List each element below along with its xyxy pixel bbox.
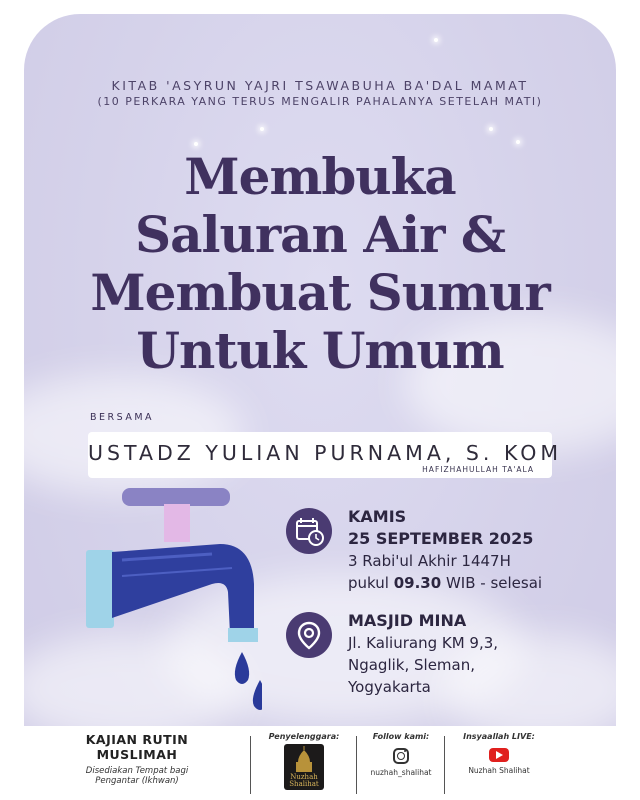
location-line: Ngaglik, Sleman, xyxy=(348,656,476,674)
kajian-title: KAJIAN RUTIN xyxy=(85,732,189,747)
kajian-note: Disediakan Tempat bagi xyxy=(85,766,189,776)
footer-divider xyxy=(356,736,357,794)
live-channel[interactable]: Nuzhah Shalihat xyxy=(468,766,530,775)
speaker-label: BERSAMA xyxy=(90,412,155,423)
time-value: 09.30 xyxy=(393,574,442,592)
schedule-info xyxy=(348,506,542,594)
schedule-day: KAMIS xyxy=(348,507,407,526)
schedule-hijri: 3 Rabi'ul Akhir 1447H xyxy=(348,552,511,570)
water-drop-icon xyxy=(253,680,262,710)
star-icon xyxy=(516,140,520,144)
time-prefix: pukul xyxy=(348,574,389,592)
kitab-subtitle: (10 PERKARA YANG TERUS MENGALIR PAHALANYA SETELAH MATI) xyxy=(97,95,543,108)
star-icon xyxy=(194,142,198,146)
tap-nozzle xyxy=(228,628,258,642)
instagram-icon[interactable] xyxy=(393,748,409,764)
calendar-clock-icon xyxy=(286,508,332,554)
water-drop-icon xyxy=(235,652,249,684)
kajian-title: MUSLIMAH xyxy=(96,747,178,762)
water-tap-illustration xyxy=(82,484,262,714)
tap-pipe-connector xyxy=(86,550,114,628)
follow-handle[interactable]: nuzhah_shalihat xyxy=(370,768,432,777)
title-line: Membuat Sumur xyxy=(90,263,550,322)
location-name: MASJID MINA xyxy=(348,611,467,630)
speaker-box xyxy=(88,432,563,478)
location-line: Jl. Kaliurang KM 9,3, xyxy=(348,634,499,652)
tap-body xyxy=(112,544,254,634)
time-suffix: WIB - selesai xyxy=(445,574,543,592)
live-block xyxy=(446,732,552,775)
speaker-honorific: HAFIZHAHULLAH TA'ALA xyxy=(422,465,534,474)
kitab-title: KITAB 'ASYRUN YAJRI TSAWABUHA BA'DAL MAMAT xyxy=(111,78,529,93)
location-line: Yogyakarta xyxy=(348,678,431,696)
organizer-logo-text: Nuzhah Shalihat xyxy=(289,773,319,788)
organizer-label: Penyelenggara: xyxy=(268,732,340,741)
speaker-name: USTADZ YULIAN PURNAMA, S. KOM xyxy=(88,441,563,465)
tap-handle xyxy=(122,488,230,506)
footer-bar xyxy=(24,726,616,800)
youtube-icon[interactable] xyxy=(489,748,509,762)
star-icon xyxy=(434,38,438,42)
follow-label: Follow kami: xyxy=(372,732,430,741)
title-line: Untuk Umum xyxy=(136,321,504,380)
organizer-block xyxy=(252,732,356,790)
event-title xyxy=(24,148,616,380)
star-icon xyxy=(489,127,493,131)
schedule-time xyxy=(348,572,542,594)
title-line: Saluran Air & xyxy=(134,205,506,264)
schedule-date: 25 SEPTEMBER 2025 xyxy=(348,529,534,548)
star-icon xyxy=(260,127,264,131)
location-info xyxy=(348,610,498,698)
footer-divider xyxy=(250,736,251,794)
organizer-logo xyxy=(284,744,324,790)
live-label: Insyaallah LIVE: xyxy=(463,732,535,741)
kajian-note: Pengantar (Ikhwan) xyxy=(95,776,179,786)
location-pin-icon xyxy=(286,612,332,658)
follow-block xyxy=(358,732,444,777)
title-line: Membuka xyxy=(184,147,456,206)
tap-stem xyxy=(164,504,190,542)
kitab-header xyxy=(24,78,616,108)
poster xyxy=(24,14,616,800)
footer-divider xyxy=(444,736,445,794)
kajian-block xyxy=(24,732,250,786)
